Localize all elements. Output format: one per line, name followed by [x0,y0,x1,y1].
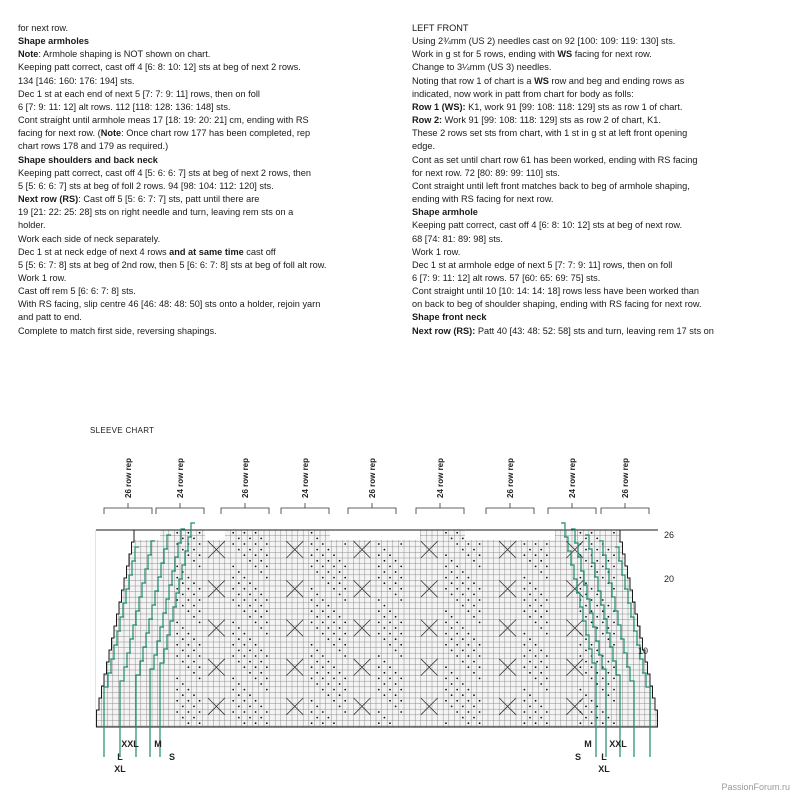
text-line [412,101,782,114]
row-number: 10 [638,646,649,656]
text-line [18,154,394,167]
text-line [412,180,782,193]
rep-bracket [104,508,152,514]
bold-text: Note [18,49,39,60]
body-text: chart rows 178 and 179 as required.) [18,141,169,152]
body-text: and patt to end. [18,312,82,323]
text-line [412,325,782,338]
body-text: These 2 rows set sts from chart, with 1 st in g st at left front opening [412,128,688,139]
text-line [412,140,782,153]
rep-label: 26 row rep [506,457,515,498]
body-text: Keeping patt correct, cast off 4 [5: 6: 6: 7] sts at beg of next 2 rows, then [18,167,311,178]
text-line [18,114,394,127]
rep-label: 26 row rep [241,457,250,498]
rep-label: 26 row rep [621,457,630,498]
body-text: 6 [7: 9: 11: 12] alt rows. 57 [60: 65: 69: 75] sts. [412,272,601,283]
text-line [18,22,394,35]
row-number: 26 [664,530,675,540]
rep-label: 26 row rep [368,457,377,498]
text-line [18,285,394,298]
body-text: cast off [243,246,276,257]
body-text: 134 [146: 160: 176: 194] sts. [18,75,135,86]
size-label-left: S [168,752,176,762]
body-text: : Cast off 5 [5: 6: 7: 7] sts, patt until there are [78,194,260,205]
body-text: Work 1 row. [412,246,461,257]
rep-bracket [281,508,329,514]
text-line [18,61,394,74]
row-number: 20 [664,574,675,584]
body-text: : Once chart row 177 has been completed, rep [121,128,311,139]
bold-text: Shape armholes [18,36,89,47]
body-text: Work each side of neck separately. [18,233,161,244]
body-text: for next row. [18,23,69,33]
text-line [412,167,782,180]
text-line [18,35,394,48]
body-text: Work in g st for 5 rows, ending with [412,49,558,60]
body-text: 5 [5: 6: 7: 8] sts at beg of 2nd row, then 5 [6: 6: 7: 8] sts at beg of foll alt row. [18,259,327,270]
size-label-left: XL [114,764,126,774]
bold-text: Row 2: [412,115,443,126]
rep-label: 24 row rep [568,457,577,498]
body-text: With RS facing, slip centre 46 [46: 48: 48: 50] sts onto a holder, rejoin yarn [18,299,321,310]
body-text: Cont straight until armhole meas 17 [18: 19: 20: 21] cm, ending with RS [18,115,309,126]
body-text: K1, work 91 [99: 108: 118: 129] sts as row 1 of chart. [465,101,683,112]
body-text: ending with RS facing for next row. [412,194,554,205]
rep-bracket [601,508,649,514]
text-line [412,298,782,311]
size-label-left: L [117,752,123,762]
text-line [18,48,394,61]
text-line [412,206,782,219]
bold-text: Row 1 (WS): [412,101,466,112]
text-line [18,206,394,219]
text-line [412,233,782,246]
chart-background [96,530,658,727]
size-label-right: XL [598,764,610,774]
body-text: Change to 3¼mm (US 3) needles. [412,62,552,73]
text-line [18,259,394,272]
text-line [412,88,782,101]
text-line [412,246,782,259]
bold-text: WS [557,49,573,60]
body-text: for next row. 72 [80: 89: 99: 110] sts. [412,167,560,178]
bold-text: Note [100,128,122,139]
rep-bracket [486,508,534,514]
text-line [18,219,394,232]
body-text: Work 1 row. [18,272,67,283]
bold-text: Shape armhole [412,207,478,218]
text-line [412,272,782,285]
text-line [18,325,394,338]
body-text: Dec 1 st at neck edge of next 4 rows [18,246,170,257]
text-line [412,35,782,48]
text-line [412,219,782,232]
bold-text: and at same time [169,246,244,257]
size-label-right: M [584,739,592,749]
chart-top-notch [465,530,555,540]
text-line [412,75,782,88]
rep-label: 24 row rep [176,457,185,498]
body-text: facing for next row. ( [18,128,101,139]
text-line [18,233,394,246]
body-text: Cont straight until left front matches back to beg of armhole shaping, [412,180,690,191]
text-line [412,193,782,206]
chart-top-notch [205,530,225,540]
body-text: Cont as set until chart row 61 has been worked, ending with RS facing [412,154,698,165]
text-line [18,88,394,101]
body-text: Patt 40 [43: 48: 52: 58] sts and turn, leaving rem 17 sts on [475,325,714,336]
body-text: : Armhole shaping is NOT shown on chart. [38,49,211,60]
left-text-column [18,22,394,338]
text-line [18,272,394,285]
text-line [412,154,782,167]
body-text: Dec 1 st at each end of next 5 [7: 7: 9: 11] rows, then on foll [18,88,260,99]
rep-bracket [221,508,269,514]
size-label-left: M [154,739,162,749]
watermark: PassionForum.ru [721,782,790,792]
text-line [18,298,394,311]
body-text: Keeping patt correct, cast off 4 [6: 8: 10: 12] sts at beg of next 2 rows. [18,62,301,73]
text-line [412,311,782,324]
body-text: edge. [412,141,435,152]
rep-label: 24 row rep [301,457,310,498]
bold-text: Next row (RS) [18,194,79,205]
bold-text: Next row (RS): [412,325,476,336]
bold-text: Shape shoulders and back neck [18,154,158,165]
text-line [412,48,782,61]
text-line [18,101,394,114]
body-text: 5 [5: 6: 6: 7] sts at beg of foll 2 rows. 94 [98: 104: 112: 120] sts. [18,180,274,191]
size-label-left: XXL [121,739,139,749]
text-line [18,193,394,206]
body-text: Work 91 [99: 108: 118: 129] sts as row 2 of chart, K1. [442,115,661,126]
body-text: Keeping patt correct, cast off 4 [6: 8: 10: 12] sts at beg of next row. [412,220,682,231]
text-line [412,22,782,35]
body-text: Noting that row 1 of chart is a [412,75,535,86]
body-text: 68 [74: 81: 89: 98] sts. [412,233,503,244]
right-text-column [412,22,782,338]
rep-label: 26 row rep [124,457,133,498]
body-text: Dec 1 st at armhole edge of next 5 [7: 7: 9: 11] rows, then on foll [412,259,673,270]
body-text: Complete to match first side, reversing shapings. [18,325,217,336]
text-line [18,246,394,259]
text-line [18,180,394,193]
text-line [412,61,782,74]
chart-top-notch [330,530,420,540]
size-label-right: S [574,752,582,762]
text-line [412,127,782,140]
body-text: Using 2¾mm (US 2) needles cast on 92 [100: 109: 119: 130] sts. [412,36,676,47]
body-text: holder. [18,220,46,231]
rep-bracket [348,508,396,514]
text-line [412,285,782,298]
size-label-right: XXL [609,739,627,749]
body-text: LEFT FRONT [412,23,469,33]
text-line [412,259,782,272]
body-text: 19 [21: 22: 25: 28] sts on right needle and turn, leaving rem sts on a [18,207,294,218]
sleeve-chart-title: SLEEVE CHART [90,426,155,435]
body-text: 6 [7: 9: 11: 12] alt rows. 112 [118: 128: 136: 148] sts. [18,101,231,112]
size-label-right: L [601,752,607,762]
text-line [412,114,782,127]
bold-text: Shape front neck [412,312,487,323]
body-text: row and beg and ending rows as [548,75,685,86]
text-line [18,127,394,140]
body-text: on back to beg of shoulder shaping, ending with RS facing for next row. [412,299,702,310]
text-line [18,140,394,153]
rep-bracket [156,508,204,514]
body-text: Cont straight until 10 [10: 14: 14: 18] rows less have been worked than [412,286,700,297]
body-text: indicated, now work in patt from chart for body as folls: [412,88,634,99]
rep-bracket [416,508,464,514]
rep-bracket [548,508,596,514]
text-line [18,75,394,88]
body-text: facing for next row. [572,49,652,60]
sleeve-chart [0,440,800,780]
text-line [18,167,394,180]
bold-text: WS [534,75,549,86]
rep-label: 24 row rep [436,457,445,498]
body-text: Cast off rem 5 [6: 6: 7: 8] sts. [18,286,136,297]
text-line [18,311,394,324]
